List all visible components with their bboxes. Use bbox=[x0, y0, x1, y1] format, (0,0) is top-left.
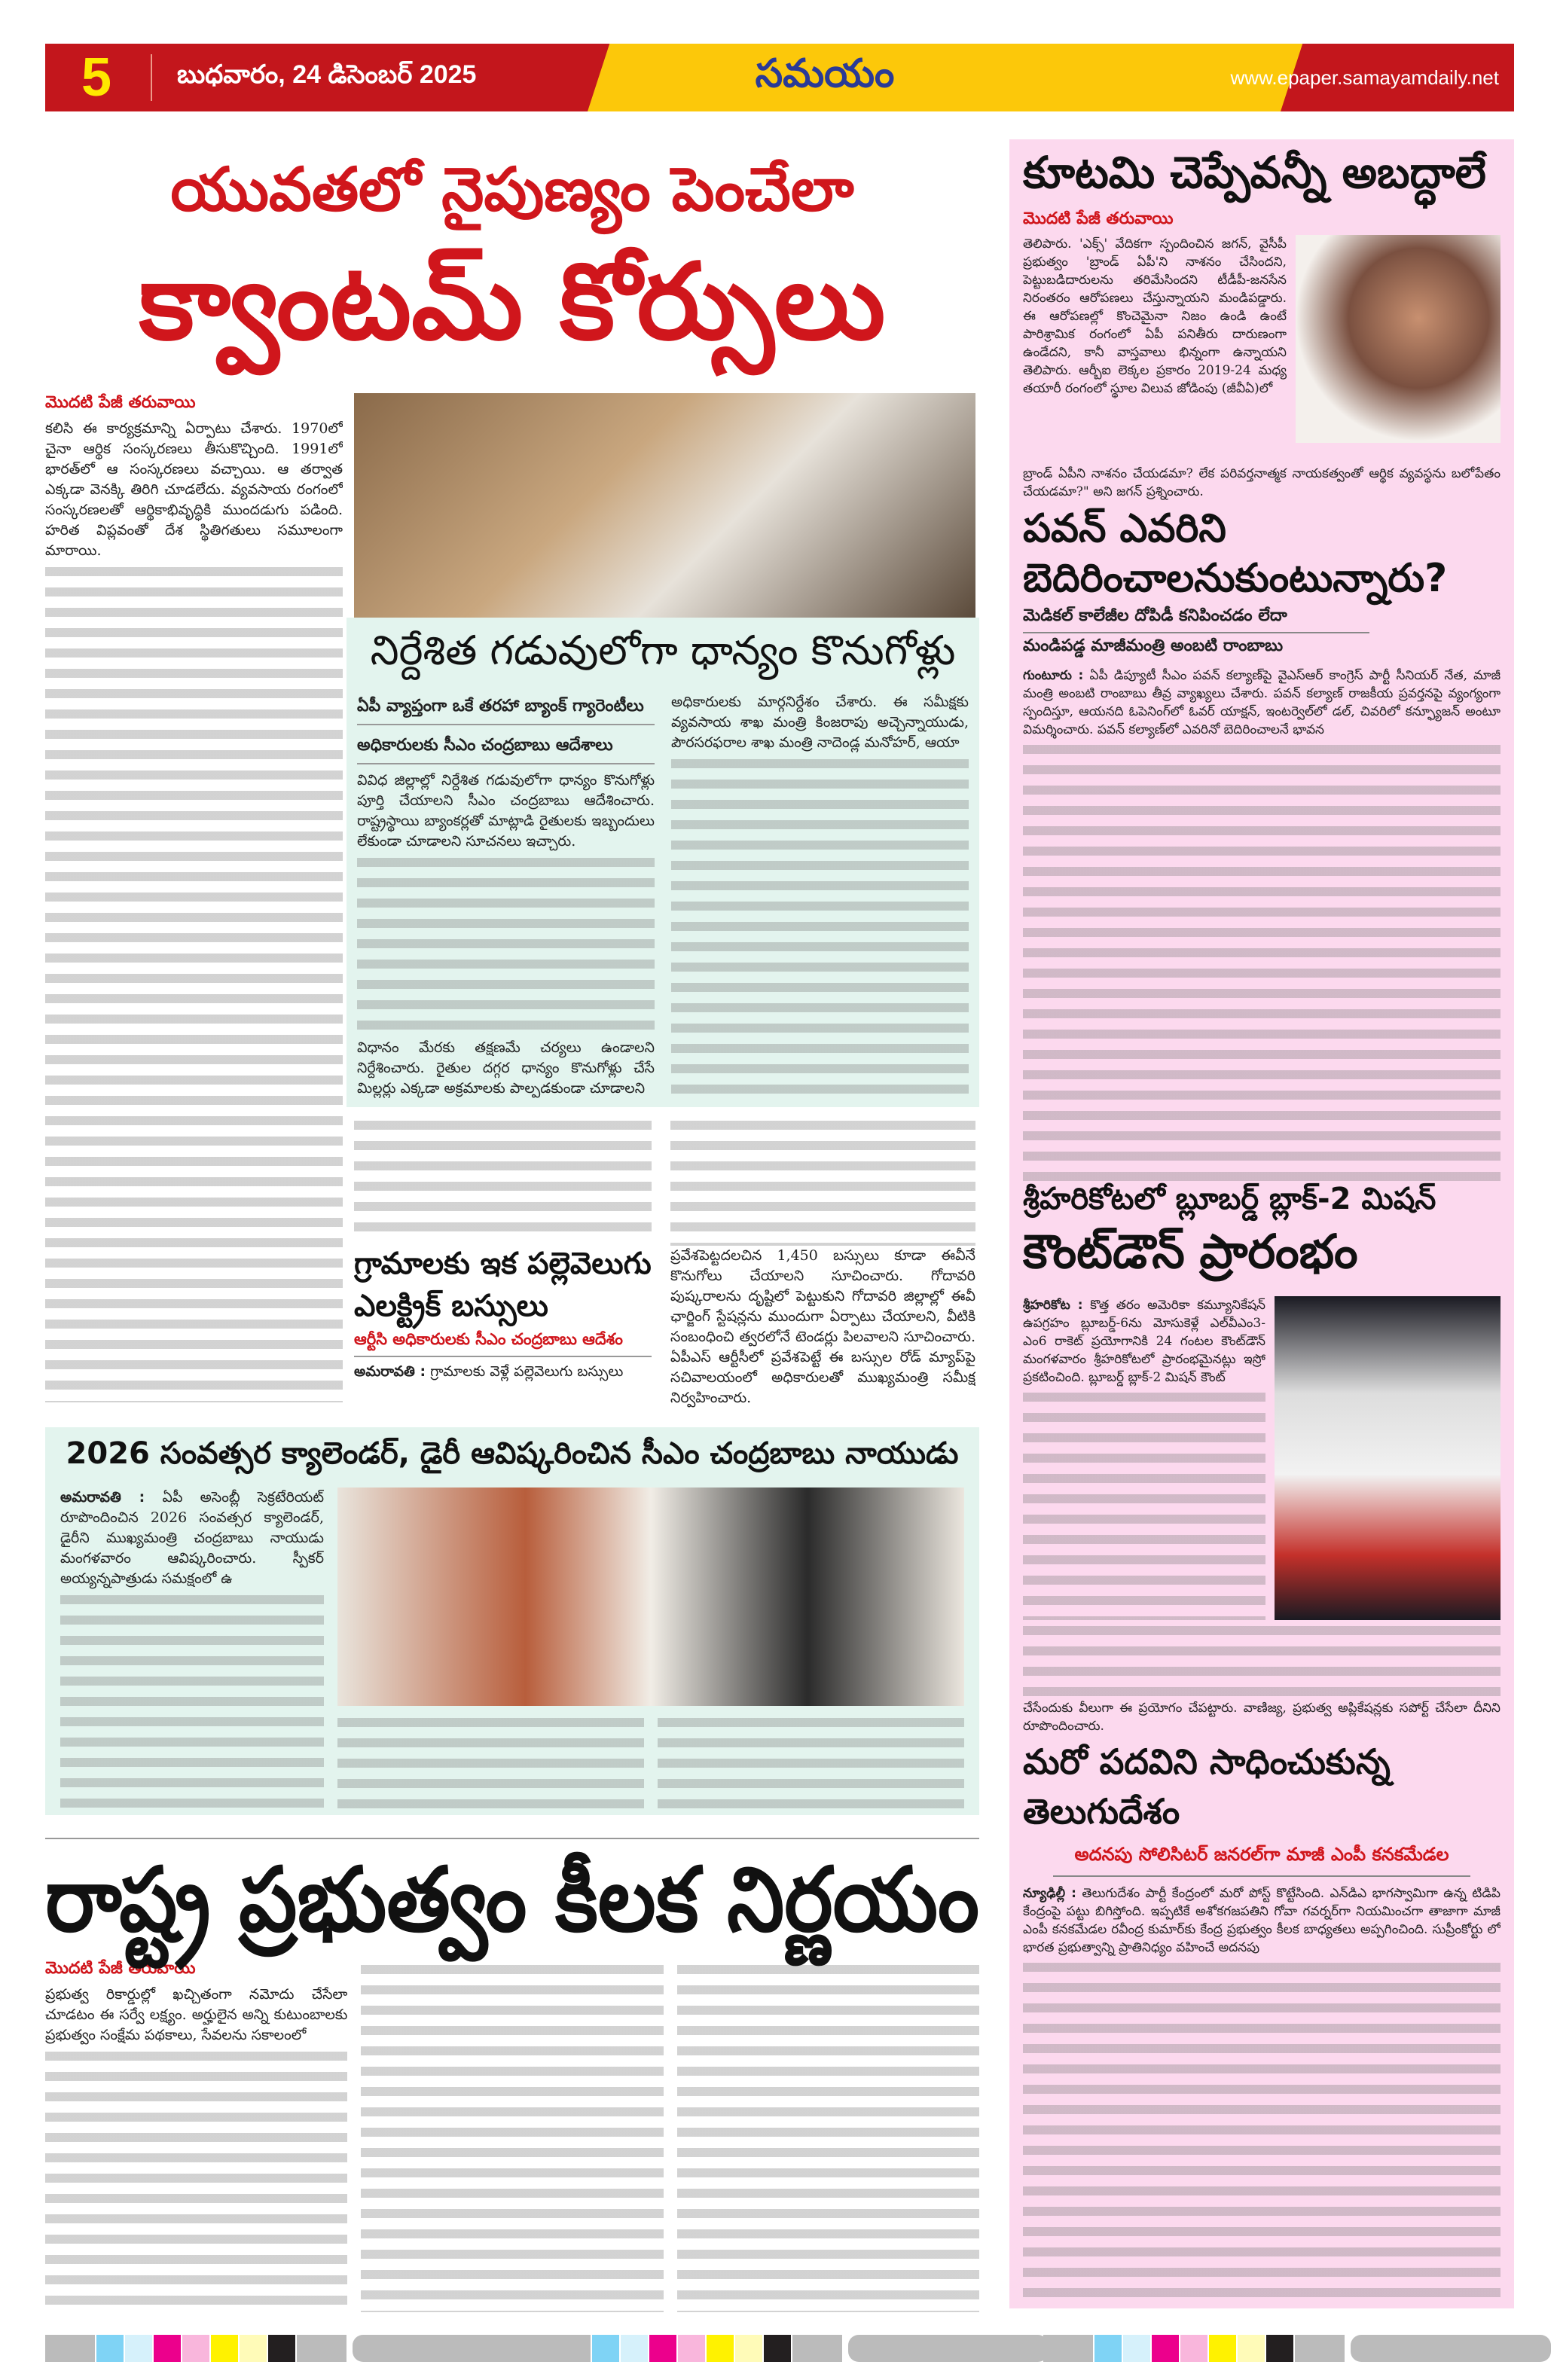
calendar-launch-box bbox=[45, 1427, 979, 1815]
text-continuation bbox=[45, 561, 343, 1402]
page-number: 5 bbox=[81, 47, 112, 108]
masthead bbox=[45, 44, 1514, 111]
text-continuation bbox=[45, 2046, 347, 2312]
color-swatch bbox=[678, 2335, 705, 2362]
color-swatch bbox=[592, 2335, 619, 2362]
text-continuation bbox=[670, 1115, 975, 1246]
tdp-subheadline: అదనపు సోలిసిటర్ జనరల్‌గా మాజీ ఎంపీ కనకమేడల bbox=[1053, 1841, 1470, 1877]
jagan-body-end: బ్రాండ్ ఏపీని నాశనం చేయడమా? లేక పరివర్తనాత్మక నాయకత్వంతో ఆర్థిక వ్యవస్థను బలోపేతం చేయడమా?" అని జగన్ ప్రశ్నించారు. bbox=[1023, 466, 1501, 499]
bus-body-start: గ్రామాలకు వెళ్లే పల్లెవెలుగు బస్సులు bbox=[430, 1363, 624, 1380]
calendar-launch-photo bbox=[337, 1488, 964, 1706]
tdp-dateline: న్యూఢిల్లీ : bbox=[1023, 1886, 1076, 1901]
color-swatch bbox=[764, 2335, 791, 2362]
color-swatch bbox=[735, 2335, 762, 2362]
rocket-photo bbox=[1275, 1296, 1501, 1620]
color-swatch bbox=[1266, 2335, 1293, 2362]
sidebar-pink-column bbox=[1009, 139, 1514, 2308]
color-swatch bbox=[1123, 2335, 1150, 2362]
color-swatch bbox=[1209, 2335, 1236, 2362]
color-swatch bbox=[96, 2335, 124, 2362]
continued-label: మొదటి పేజీ తరువాయి bbox=[1023, 209, 1174, 228]
survey-headline: రాష్ట్ర ప్రభుత్వం కీలక నిర్ణయం bbox=[45, 1848, 980, 1951]
grain-subheadline-1: ఏపీ వ్యాప్తంగా ఒకే తరహా బ్యాంక్ గ్యారెంటీలు bbox=[357, 692, 655, 725]
isro-body-end: చేసేందుకు వీలుగా ఈ ప్రయోగం చేపట్టారు. వాణిజ్య, ప్రభుత్వ అప్లికేషన్లకు సపోర్ట్ చేసేలా దీనిని రూపొందించారు. bbox=[1023, 1701, 1501, 1734]
tdp-body: తెలుగుదేశం పార్టీ కేంద్రంలో మరో పోస్ట్ కొట్టేసింది. ఎన్‌డిఎ భాగస్వామిగా ఉన్న టిడిపి కేంద్రంపై పట్టు బిగిస్తోంది. ఇప్పటికే అశోకగజపతిని గోవా గవర్నర్‌గా నియమించగా తాజాగా మాజీ ఎంపీ కనకమేడల రవీంద్ర కుమార్‌కు కేంద్ర ప్రభుత్వం కీలక బాధ్యతలు అప్పగించింది. సుప్రీంకోర్టు లో భారత ప్రభుత్వాన్ని ప్రాతినిధ్యం వహించే అదనపు bbox=[1023, 1886, 1501, 1955]
text-continuation bbox=[1023, 1957, 1501, 2299]
text-continuation bbox=[658, 1712, 964, 1811]
calendar-body: ఏపీ అసెంబ్లీ సెక్రటేరియట్ రూపొందించిన 2026 సంవత్సర క్యాలెండర్, డైరీని ముఖ్యమంత్రి చంద్రబాబు నాయుడు మంగళవారం ఆవిష్కరించారు. స్పీకర్ అయ్యన్నపాత్రుడు సమక్షంలో ఉ bbox=[60, 1489, 324, 1587]
bus-dateline: అమరావతి : bbox=[354, 1363, 426, 1380]
divider bbox=[151, 54, 152, 101]
pawan-headline: పవన్ ఎవరిని బెదిరించాలనుకుంటున్నారు? bbox=[1023, 506, 1448, 601]
grain-subheadline-2: అధికారులకు సీఎం చంద్రబాబు ఆదేశాలు bbox=[357, 731, 655, 764]
color-swatch bbox=[621, 2335, 648, 2362]
color-swatch bbox=[154, 2335, 181, 2362]
epaper-url[interactable]: www.epaper.samayamdaily.net bbox=[1230, 66, 1499, 89]
survey-article bbox=[45, 1959, 979, 2312]
color-swatch bbox=[1238, 2335, 1265, 2362]
newspaper-logo: సమయం bbox=[755, 51, 895, 96]
continued-label: మొదటి పేజీ తరువాయి bbox=[45, 1958, 196, 1978]
color-swatch bbox=[541, 2335, 591, 2362]
lead-body: కలిసి ఈ కార్యక్రమాన్ని ఏర్పాటు చేశారు. 1970లో చైనా ఆర్థిక సంస్కరణలు తీసుకొచ్చింది. 1991లో భారత్‌లో ఆ సంస్కరణలు వచ్చాయి. ఆ తర్వాత ఎక్కడా వెనక్కి తిరిగి చూడలేదు. వ్యవసాయ రంగంలో సంస్కరణలతో ఆర్థికాభివృద్ధికి ముందడుగు పడింది. హరిత విప్లవంతో దేశ స్థితిగతులు సమూలంగా మారాయి. bbox=[45, 420, 343, 559]
text-continuation bbox=[60, 1589, 324, 1811]
text-continuation bbox=[1023, 1387, 1265, 1620]
jagan-body: తెలిపారు. 'ఎక్స్' వేదికగా స్పందించిన జగన్, వైసీపీ ప్రభుత్వం 'బ్రాండ్ ఏపీ'ని నాశనం చేసిందని, పెట్టుబడిదారులను తరిమేసిందని టీడీపీ-జనసేన నిరంతరం ఆరోపణలు చేస్తున్నాయని మండిపడ్డారు. ఈ ఆరోపణల్లో కొంచెమైనా నిజం ఉండి ఉంటే పారిశ్రామిక రంగంలో ఏపీ పనితీరు దారుణంగా ఉండేదని, కానీ వాస్తవాలు భిన్నంగా ఉన్నాయని తెలిపారు. ఆర్బీఐ లెక్కల ప్రకారం 2019-24 మధ్య తయారీ రంగంలో స్థూల విలువ జోడింపు (జీవీఏ)లో bbox=[1023, 236, 1287, 396]
text-continuation bbox=[357, 852, 655, 1038]
text-continuation bbox=[337, 1712, 644, 1811]
color-swatch bbox=[1043, 2335, 1093, 2362]
text-continuation bbox=[354, 1115, 652, 1243]
pawan-subheadline-2: మండిపడ్డ మాజీమంత్రి అంబటి రాంబాబు bbox=[1023, 636, 1284, 655]
bus-subheadline: ఆర్టీసి అధికారులకు సీఎం చంద్రబాబు ఆదేశం bbox=[354, 1327, 652, 1357]
isro-body: కొత్త తరం అమెరికా కమ్యూనికేషన్ ఉపగ్రహం బ్లూబర్డ్-6ను మోసుకెళ్లే ఎల్‌వీఎం3-ఎం6 రాకెట్ ప్రయోగానికి 24 గంటల కౌంట్‌డౌన్ మంగళవారం శ్రీహరికోటలో ప్రారంభమైనట్లు ఇస్రో ప్రకటించింది. బ్లూబర్డ్ బ్లాక్-2 మిషన్ కౌంట్ bbox=[1023, 1298, 1265, 1385]
color-swatch bbox=[1180, 2335, 1207, 2362]
color-swatch bbox=[707, 2335, 734, 2362]
survey-story bbox=[45, 1849, 979, 2312]
color-swatch bbox=[240, 2335, 267, 2362]
bus-article-left bbox=[354, 1115, 652, 1408]
pawan-body: ఏపీ డిప్యూటీ సీఎం పవన్ కల్యాణ్‌పై వైఎస్ఆర్ కాంగ్రెస్ పార్టీ సీనియర్ నేత, మాజీ మంత్రి అంబటి రాంబాబు తీవ్ర వ్యాఖ్యలు చేశారు. పవన్ కల్యాణ్ రాజకీయ ప్రవర్తనపై వ్యంగ్యంగా స్పందిస్తూ, ఆయనది ఓపెనింగ్‌లో ఓవర్ యాక్షన్, ఇంటర్వెల్‌లో డల్, చివరిలో కన్ఫ్యూజన్ అంటూ విమర్శించారు. పవన్ కల్యాణ్‌లో ఎవరినో బెదిరించాలనే భావన bbox=[1023, 668, 1501, 737]
bus-article-right bbox=[670, 1115, 975, 1408]
text-continuation bbox=[1023, 1620, 1501, 1699]
jagan-headline: కూటమి చెప్పేవన్నీ అబద్ధాలే bbox=[1023, 147, 1486, 198]
isro-headline-top: శ్రీహరికోటలో బ్లూబర్డ్ బ్లాక్-2 మిషన్ bbox=[1023, 1182, 1436, 1216]
color-swatch bbox=[792, 2335, 842, 2362]
grain-body-1: వివిధ జిల్లాల్లో నిర్దేశిత గడువులోగా ధాన్యం కొనుగోళ్లు పూర్తి చేయాలని సీఎం చంద్రబాబు ఆదేశించారు. రాష్ట్రస్థాయి బ్యాంకర్లతో మాట్లాడి రైతులకు ఇబ్బందులు లేకుండా చూడాలని సూచనలు ఇచ్చారు. bbox=[357, 772, 655, 850]
bus-body-right: ప్రవేశపెట్టదలచిన 1,450 బస్సులు కూడా ఈవీనే కొనుగోలు చేయాలని సూచించారు. గోదావరి పుష్కరాలను దృష్టిలో పెట్టుకుని గోదావరి జిల్లాల్లో ఈవీ ఛార్జింగ్ స్టేషన్లను ముందుగా ఏర్పాటు చేయాలని, వీటికి సంబంధించి త్వరలోనే టెండర్లు పిలవాలని సూచించారు. ఏపీఎస్ ఆర్టీసీలో ప్రవేశపెట్టే ఈ బస్సుల రోడ్ మ్యాప్‌పై సచివాలయంలో అధికారులతో ముఖ్యమంత్రి సమీక్ష నిర్వహించారు. bbox=[670, 1247, 975, 1406]
bus-headline: గ్రామాలకు ఇక పల్లెవెలుగు ఎలక్ట్రిక్ బస్సులు bbox=[354, 1246, 652, 1323]
gray-bar bbox=[1351, 2335, 1551, 2362]
grain-procurement-box bbox=[347, 618, 979, 1107]
cm-meeting-photo bbox=[354, 393, 975, 618]
isro-dateline: శ్రీహరికోట : bbox=[1023, 1298, 1083, 1313]
lead-article-column bbox=[45, 393, 343, 1402]
color-swatch bbox=[1094, 2335, 1122, 2362]
color-swatch bbox=[1295, 2335, 1345, 2362]
isro-headline-main: కౌంట్‌డౌన్ ప్రారంభం bbox=[1023, 1224, 1358, 1279]
pawan-dateline: గుంటూరు : bbox=[1023, 668, 1084, 683]
calendar-headline: 2026 సంవత్సర క్యాలెండర్, డైరీ ఆవిష్కరించిన సీఎం చంద్రబాబు నాయుడు bbox=[66, 1436, 959, 1471]
color-swatch bbox=[1152, 2335, 1179, 2362]
gray-bar bbox=[848, 2335, 1049, 2362]
color-swatch bbox=[211, 2335, 238, 2362]
grain-body-2: అధికారులకు మార్గనిర్దేశం చేశారు. ఈ సమీక్షకు వ్యవసాయ శాఖ మంత్రి కింజరాపు అచ్చెన్నాయుడు, పౌరసరఫరాల శాఖ మంత్రి నాదెండ్ల మనోహర్, ఆయా bbox=[671, 694, 969, 751]
color-swatch bbox=[268, 2335, 295, 2362]
tdp-headline: మరో పదవిని సాధించుకున్న తెలుగుదేశం bbox=[1023, 1741, 1391, 1832]
pawan-subheadline-1: మెడికల్ కాలేజీల దోపిడీ కనిపించడం లేదా bbox=[1023, 603, 1369, 633]
jagan-photo bbox=[1296, 235, 1501, 443]
text-continuation bbox=[1023, 739, 1501, 1182]
lead-headline-main: క్వాంటమ్ కోర్సులు bbox=[139, 241, 886, 364]
text-continuation bbox=[671, 753, 969, 1099]
text-continuation bbox=[361, 1959, 663, 2312]
color-swatch bbox=[182, 2335, 209, 2362]
gray-bar bbox=[353, 2335, 553, 2362]
color-swatch bbox=[125, 2335, 152, 2362]
continued-label: మొదటి పేజీ తరువాయి bbox=[45, 393, 196, 412]
color-swatch bbox=[297, 2335, 347, 2362]
section-divider bbox=[45, 1838, 979, 1839]
survey-body: ప్రభుత్వ రికార్డుల్లో ఖచ్చితంగా నమోదు చేసేలా చూడటం ఈ సర్వే లక్ష్యం. అర్హులైన అన్ని కుటుంబాలకు ప్రభుత్వం సంక్షేమ పథకాలు, సేవలను సకాలంలో bbox=[45, 1985, 348, 2043]
calendar-dateline: అమరావతి : bbox=[60, 1489, 145, 1506]
grain-body-1-end: విధానం మేరకు తక్షణమే చర్యలు ఉండాలని నిర్దేశించారు. రైతుల దగ్గర ధాన్యం కొనుగోళ్లు చేసే మిల్లర్లు ఎక్కడా అక్రమాలకు పాల్పడకుండా చూడాలని bbox=[357, 1039, 655, 1097]
text-continuation bbox=[677, 1959, 979, 2312]
lead-headline-top: యువతలో నైపుణ్యం పెంచేలా bbox=[170, 154, 854, 224]
issue-date: బుధవారం, 24 డిసెంబర్ 2025 bbox=[177, 60, 477, 89]
grain-headline: నిర్దేశిత గడువులోగా ధాన్యం కొనుగోళ్లు bbox=[370, 627, 956, 674]
color-swatch bbox=[45, 2335, 95, 2362]
color-swatch bbox=[649, 2335, 676, 2362]
